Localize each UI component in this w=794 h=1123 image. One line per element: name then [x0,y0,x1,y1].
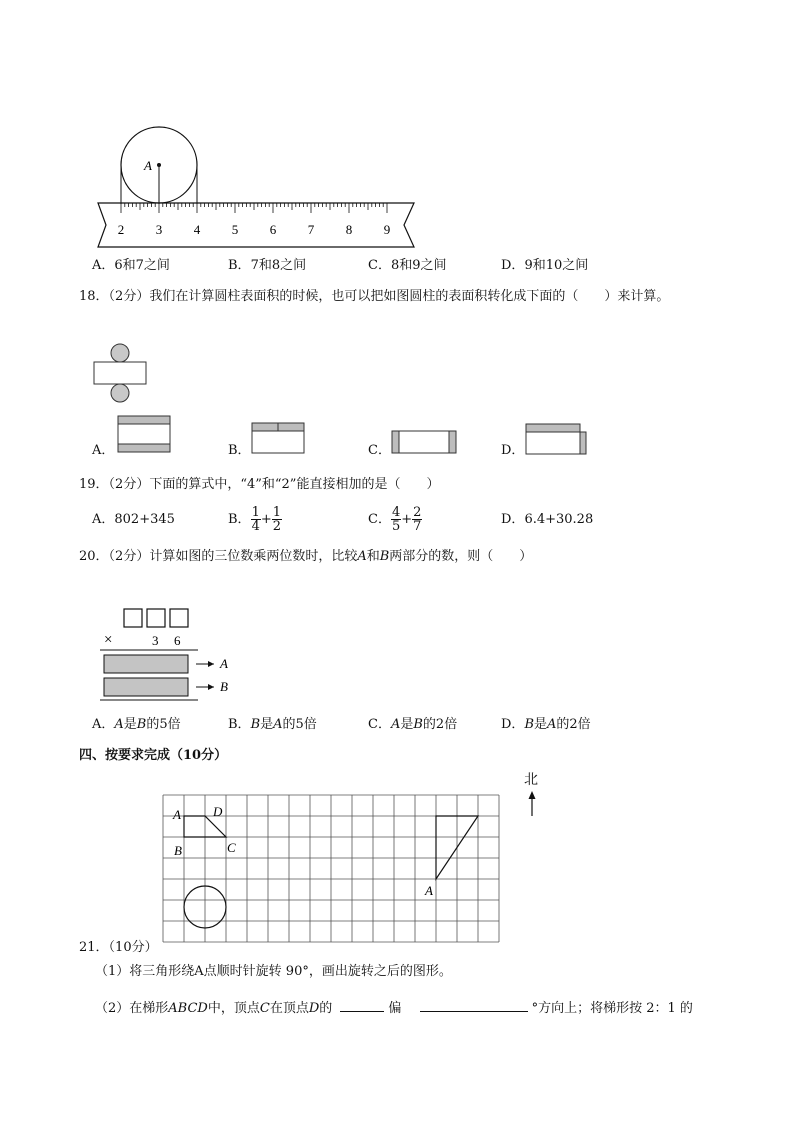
svg-text:A: A [220,656,228,671]
q17-option-d[interactable]: D．9和10之间 [501,258,589,273]
q18-option-c-figure [390,429,460,457]
svg-text:A: A [425,883,433,898]
q19-option-a[interactable]: A．802+345 [92,512,175,527]
ruler-tick-label: 6 [269,222,277,237]
svg-text:6: 6 [174,633,181,648]
q18-option-c[interactable]: C． [368,443,391,458]
q19-stem: 19．（2分）下面的算式中，“4”和“2”能直接相加的是（ ） [79,477,440,492]
q18-option-d[interactable]: D． [501,443,525,458]
q21-grid-figure [160,792,510,954]
q20-option-b[interactable]: B．B是A的5倍 [228,717,317,732]
q17-option-c[interactable]: C．8和9之间 [368,258,447,273]
q18-option-b-figure [250,421,308,457]
svg-text:3: 3 [152,633,159,648]
ruler-tick-label: 3 [155,222,163,237]
blank-angle[interactable] [420,999,528,1012]
svg-text:D: D [213,804,223,819]
q20-option-d[interactable]: D．B是A的2倍 [501,717,591,732]
ruler-tick-label: 7 [307,222,315,237]
svg-text:B: B [220,679,228,694]
q21-part2: （2）在梯形ABCD中，顶点C在顶点D的 偏 °方向上；将梯形按 2：1 的 [95,1001,693,1016]
q17-ruler-figure [92,122,422,252]
section-title: 四、按要求完成（10分） [79,748,228,763]
fraction: $\frac{1}{2}$ [272,505,282,534]
north-arrow-icon [525,790,539,818]
fraction: $\frac{1}{4}$ [251,505,260,534]
svg-text:C: C [227,840,236,855]
ruler-tick-label: 9 [383,222,391,237]
q19-option-d[interactable]: D．6.4+30.28 [501,512,594,527]
ruler-tick-label: 4 [193,222,201,237]
q19-option-c[interactable]: C． $\frac{4}{5}$ + $\frac{2}{7}$ [368,505,422,534]
svg-text:A: A [173,807,181,822]
q19-option-b[interactable]: B． $\frac{1}{4}$ + $\frac{1}{2}$ [228,505,282,534]
q21-part1: （1）将三角形绕A点顺时针旋转 90°，画出旋转之后的图形。 [95,964,452,979]
fraction: $\frac{2}{7}$ [413,505,422,534]
svg-text:B: B [174,843,182,858]
q18-stem: 18．（2分）我们在计算圆柱表面积的时候，也可以把如图圆柱的表面积转化成下面的（ ）来计算。 [79,289,670,304]
q20-multiplication-figure [96,604,246,704]
fraction: $\frac{4}{5}$ [391,505,401,534]
q17-ruler [98,203,414,247]
q20-option-c[interactable]: C．A是B的2倍 [368,717,458,732]
q17-option-b[interactable]: B．7和8之间 [228,258,307,273]
q18-option-a[interactable]: A． [92,443,115,458]
q21-label: 21．（10分） [79,940,158,955]
q20-option-a[interactable]: A．A是B的5倍 [92,717,181,732]
q17-option-a[interactable]: A．6和7之间 [92,258,170,273]
svg-text:×: × [104,632,113,648]
q18-option-a-figure [116,414,174,456]
q18-cylinder-net [90,340,152,410]
north-label: 北 [524,772,538,788]
ruler-tick-label: 8 [345,222,353,237]
ruler-tick-label: 2 [117,222,125,237]
ruler-tick-label: 5 [231,222,239,237]
q20-stem: 20．（2分）计算如图的三位数乘两位数时，比较A和B两部分的数，则（ ） [79,549,533,564]
q18-option-b[interactable]: B． [228,443,251,458]
q17-point-label: A [144,158,152,173]
q18-option-d-figure [524,422,588,458]
blank-direction[interactable] [340,999,384,1012]
